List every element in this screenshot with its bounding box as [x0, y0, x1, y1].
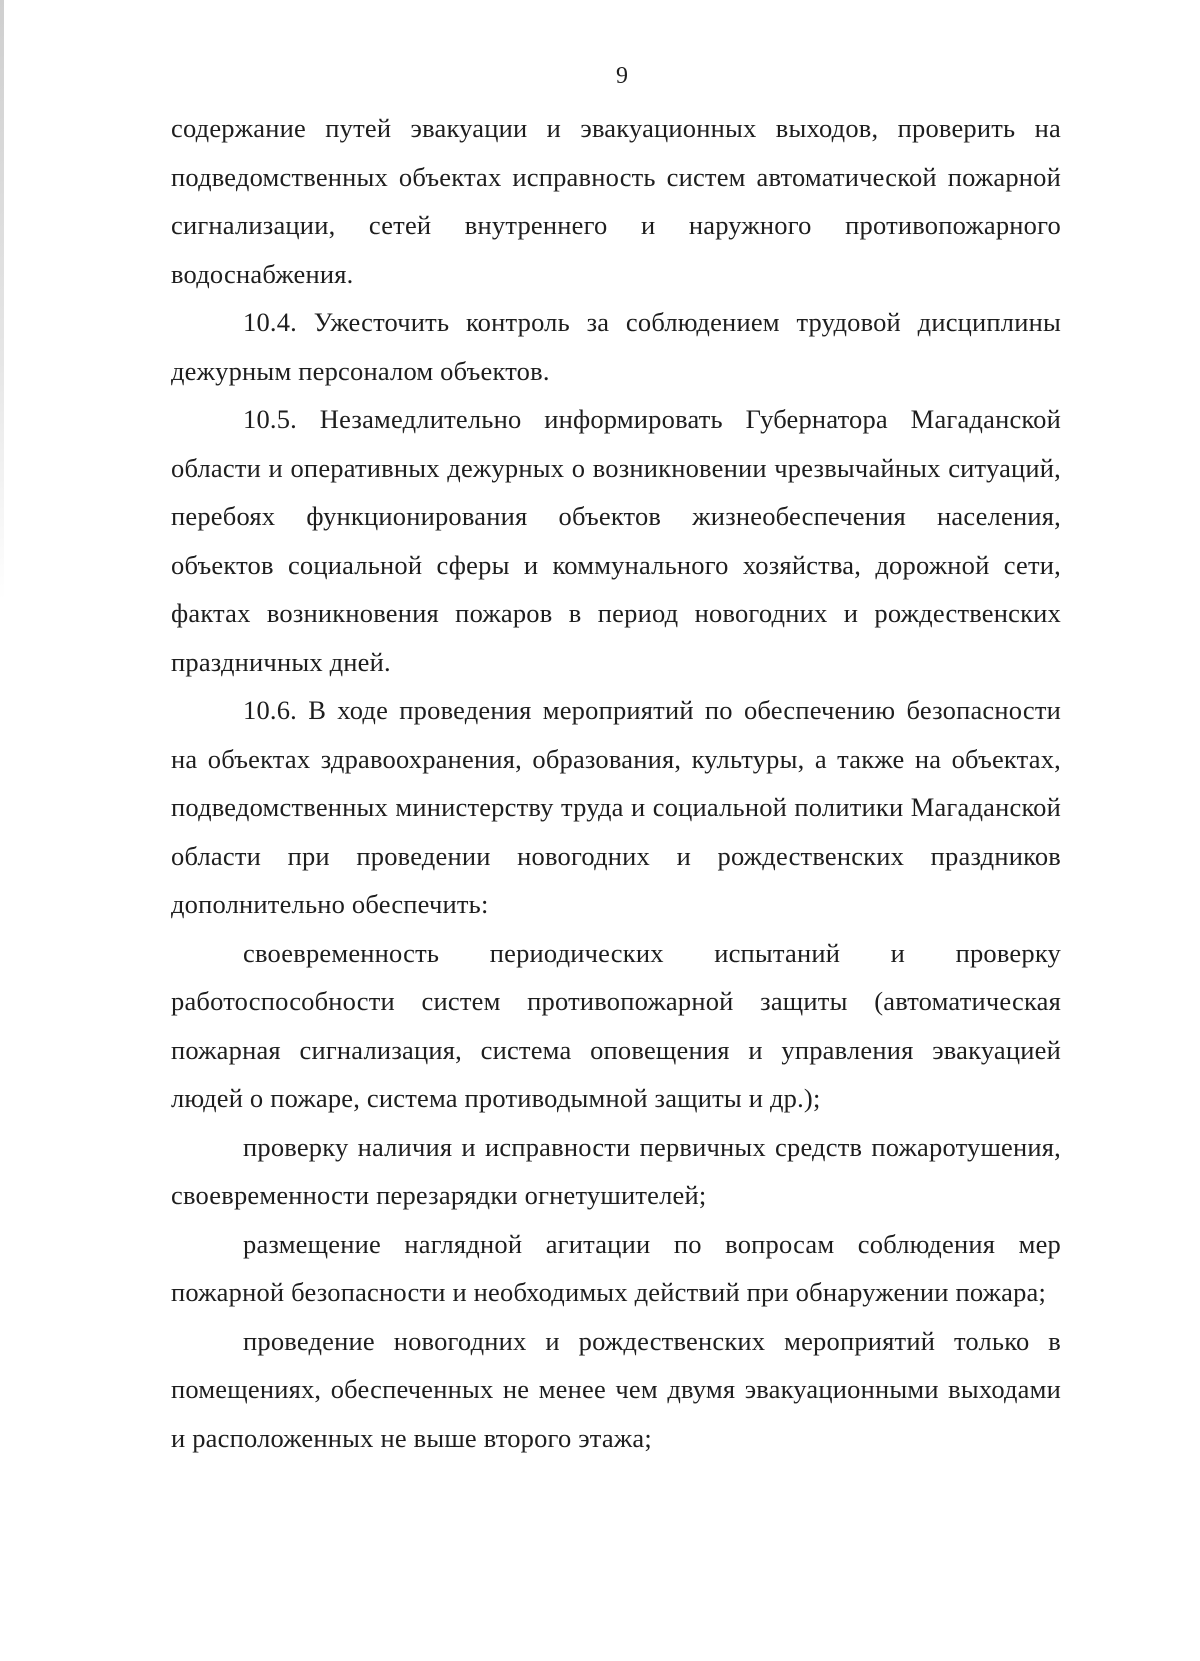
- paragraph-10-4: 10.4. Ужесточить контроль за соблюдением трудовой дисциплины дежурным персоналом объектов.: [171, 307, 1061, 386]
- document-page: [171, 60, 1061, 1462]
- paragraph-10-5: 10.5. Незамедлительно информировать Губернатора Магаданской области и оперативных дежурных о возникновении чрезвычайных ситуаций, перебоях функционирования объектов жизнеобеспечения населения, объектов социальной сферы и коммунального хозяйства, дорожной сети, фактах возникновения пожаров в период новогодних и рождественских праздничных дней.: [171, 404, 1061, 677]
- paragraph-continuation: содержание путей эвакуации и эвакуационных выходов, проверить на подведомственных объектах исправность систем автоматической пожарной сигнализации, сетей внутреннего и наружного противопожарного водоснабжения.: [171, 113, 1061, 289]
- paragraph-10-6: 10.6. В ходе проведения мероприятий по обеспечению безопасности на объектах здравоохранения, образования, культуры, а также на объектах, подведомственных министерству труда и социальной политики Магаданской области при проведении новогодних и рождественских праздников дополнительно обеспечить:: [171, 695, 1061, 919]
- scan-edge-shadow: [0, 0, 4, 600]
- page-number: 9: [616, 63, 628, 89]
- list-item-extinguishers-check: проверку наличия и исправности первичных средств пожаротушения, своевременности перезарядки огнетушителей;: [171, 1131, 1061, 1210]
- list-item-fire-protection-tests: своевременность периодических испытаний и проверку работоспособности систем противопожарной защиты (автоматическая пожарная сигнализация, система оповещения и управления эвакуацией людей о пожаре, система противодымной защиты и др.);: [171, 937, 1061, 1113]
- list-item-event-premises: проведение новогодних и рождественских мероприятий только в помещениях, обеспеченных не менее чем двумя эвакуационными выходами и расположенных не выше второго этажа;: [171, 1325, 1061, 1453]
- list-item-visual-agitation: размещение наглядной агитации по вопросам соблюдения мер пожарной безопасности и необходимых действий при обнаружении пожара;: [171, 1228, 1061, 1307]
